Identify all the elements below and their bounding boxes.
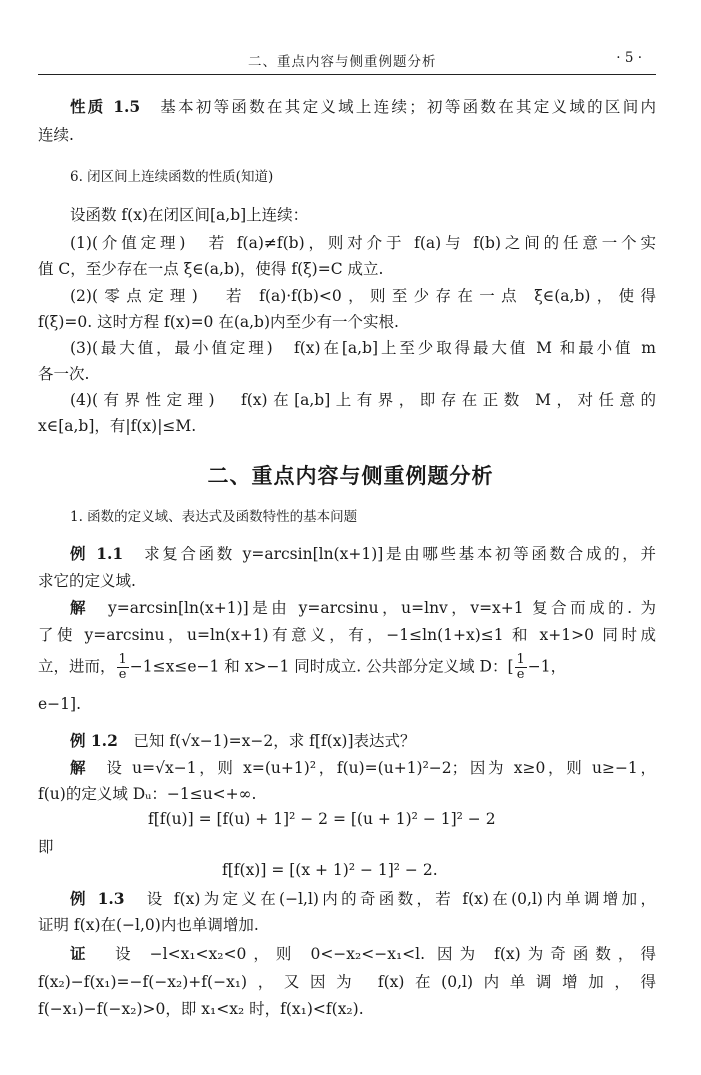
subsection1-title: 1. 函数的定义域、表达式及函数特性的基本问题 — [70, 509, 358, 525]
fraction-one-over-e — [117, 653, 129, 682]
ji-word: 即 — [38, 838, 54, 856]
ex13-line2: 证明 f(x)在(−l,0)内也单调增加. — [38, 916, 259, 934]
extreme-theorem-line1: (3)(最大值，最小值定理) f(x)在[a,b]上至少取得最大值 M 和最小值 m — [70, 339, 656, 357]
frac-num-2: 1 — [516, 652, 525, 667]
section6-intro: 设函数 f(x)在闭区间[a,b]上连续： — [70, 206, 309, 224]
ivt-line1: (1)(介值定理) 若 f(a)≠f(b)，则对介于 f(a)与 f(b)之间的任意一个实 — [70, 234, 656, 252]
equation-f-f-u: f[f(u)] = [f(u) + 1]² − 2 = [(u + 1)² − 1]² − 2 — [148, 810, 496, 828]
ex13-proof-label: 证 — [70, 944, 93, 963]
ex11-label: 例 1.1 — [70, 544, 124, 563]
frac-den: e — [118, 667, 127, 682]
bounded-theorem-line1: (4)(有界性定理) f(x)在[a,b]上有界，即存在正数 M，对任意的 — [70, 391, 656, 409]
ex13-text: 设 f(x)为定义在(−l,l)内的奇函数，若 f(x)在(0,l)内单调增加， — [146, 890, 656, 908]
ex13-proof-line1 — [70, 943, 656, 965]
ex11-sol-line4: e−1]. — [38, 695, 81, 713]
ex12-sol-line2: f(u)的定义域 Dᵤ：−1≤u<+∞. — [38, 785, 257, 803]
ex13-line1 — [70, 888, 656, 910]
fraction-one-over-e-2 — [515, 653, 527, 682]
running-header — [38, 48, 656, 75]
ex11-sol-text-b: −1≤x≤e−1 和 x>−1 同时成立. 公共部分定义域 D：[ — [129, 657, 514, 676]
ex13-proof-text: 设 −l<x₁<x₂<0，则 0<−x₂<−x₁<l. 因为 f(x)为奇函数，得 — [115, 945, 656, 963]
ex12-line1 — [70, 730, 416, 752]
extreme-theorem-line2: 各一次. — [38, 365, 90, 383]
ex11-sol-line1 — [70, 597, 656, 619]
ex11-line2: 求它的定义域. — [38, 572, 136, 590]
equation-f-f-x: f[f(x)] = [(x + 1)² − 1]² − 2. — [222, 861, 438, 879]
property-text: 基本初等函数在其定义域上连续；初等函数在其定义域的区间内 — [160, 98, 656, 116]
property-line1 — [70, 96, 656, 118]
ex11-sol-text-c: −1， — [527, 657, 567, 676]
ex11-sol-text: y=arcsin[ln(x+1)]是由 y=arcsinu，u=lnv，v=x+1 复合而成的. 为 — [108, 599, 656, 617]
ex12-text: 已知 f(√x−1)=x−2，求 f[f(x)]表达式？ — [133, 732, 416, 750]
ex11-sol-line3 — [38, 653, 656, 682]
running-title: 二、重点内容与侧重例题分析 — [248, 54, 437, 70]
bounded-theorem-line2: x∈[a,b]，有|f(x)|≤M. — [38, 417, 197, 435]
ex11-sol-line2: 了使 y=arcsinu，u=ln(x+1)有意义，有，−1≤ln(1+x)≤1 和 x+1>0 同时成 — [38, 626, 656, 644]
page-number: · 5 · — [616, 50, 642, 66]
ex12-sol-text: 设 u=√x−1，则 x=(u+1)²，f(u)=(u+1)²−2；因为 x≥0，则 u≥−1， — [106, 759, 656, 777]
zero-theorem-line2: f(ξ)=0. 这时方程 f(x)=0 在(a,b)内至少有一个实根. — [38, 313, 399, 331]
frac-num: 1 — [118, 652, 127, 667]
ex11-line1 — [70, 543, 656, 565]
ex12-sol-label: 解 — [70, 758, 89, 777]
ex13-label: 例 1.3 — [70, 889, 125, 908]
ivt-line2: 值 C，至少存在一点 ξ∈(a,b)，使得 f(ξ)=C 成立. — [38, 260, 384, 278]
ex12-label: 例 1.2 — [70, 731, 118, 750]
ex13-proof-line3: f(−x₁)−f(−x₂)>0，即 x₁<x₂ 时，f(x₁)<f(x₂). — [38, 1000, 364, 1018]
section6-title: 6. 闭区间上连续函数的性质(知道) — [70, 169, 274, 185]
property-label: 性质 1.5 — [70, 97, 141, 116]
frac-den-2: e — [516, 667, 525, 682]
ex13-proof-line2: f(x₂)−f(x₁)=−f(−x₂)+f(−x₁)，又因为 f(x)在(0,l)内单调增加，得 — [38, 973, 656, 991]
ex12-sol-line1 — [70, 757, 656, 779]
ex11-text: 求复合函数 y=arcsin[ln(x+1)]是由哪些基本初等函数合成的，并 — [144, 545, 656, 563]
property-line2: 连续. — [38, 126, 74, 144]
ex11-sol-text-a: 立，进而， — [38, 657, 116, 676]
zero-theorem-line1: (2)(零点定理) 若 f(a)·f(b)<0，则至少存在一点 ξ∈(a,b)，使得 — [70, 287, 656, 305]
ex11-sol-label: 解 — [70, 598, 90, 617]
section-title: 二、重点内容与侧重例题分析 — [207, 463, 494, 488]
